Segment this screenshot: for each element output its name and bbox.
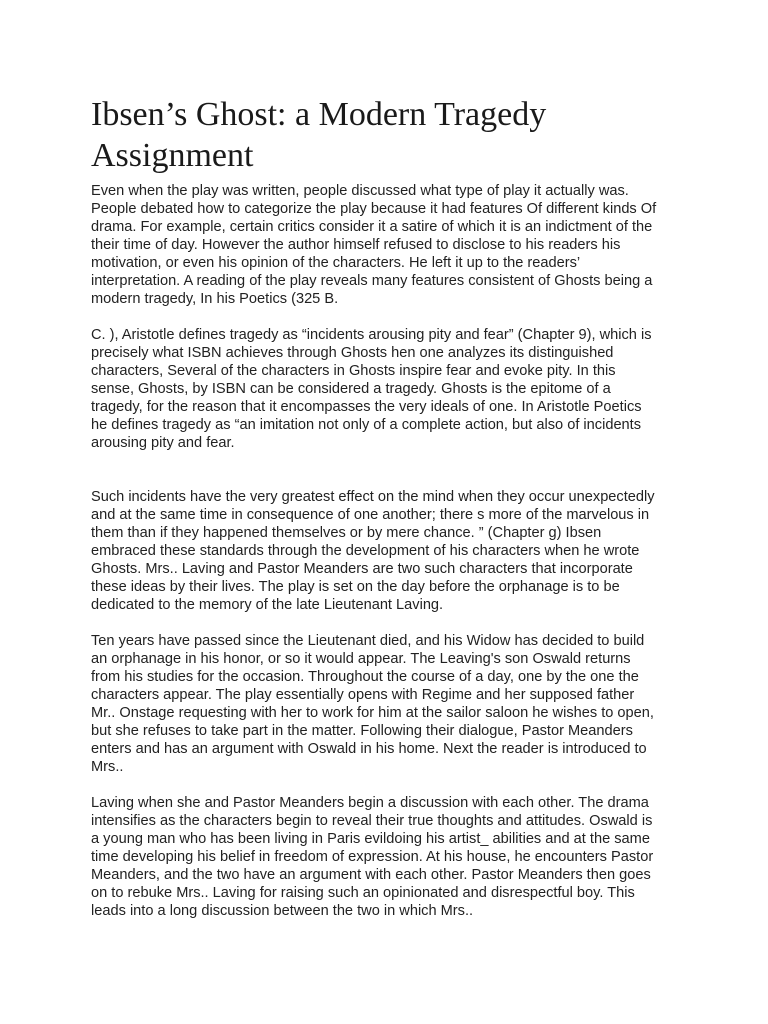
- paragraph-3: Such incidents have the very greatest effect on the mind when they occur unexpectedly and at the same time in consequence of one another; there s more of the marvelous in them than if they happened themselves or by mere chance. ” (Chapter g) Ibsen embraced these standards through the development of his characters when he wrote Ghosts. Mrs.. Laving and Pastor Meanders are two such characters that incorporate these ideas by their lives. The play is set on the day before the orphanage is to be dedicated to the memory of the late Lieutenant Laving.: [91, 489, 655, 613]
- paragraph-5: Laving when she and Pastor Meanders begin a discussion with each other. The drama intensifies as the characters begin to reveal their true thoughts and attitudes. Oswald is a young man who has been living in Paris evildoing his artist_ abilities and at the same time developing his belief in freedom of expression. At his house, he encounters Pastor Meanders, and the two have an argument with each other. Pastor Meanders then goes on to rebuke Mrs.. Laving for raising such an opinionated and disrespectful boy. This leads into a long discussion between the two in which Mrs..: [91, 795, 654, 919]
- document-body: [91, 182, 691, 920]
- paragraph-2: C. ), Aristotle defines tragedy as “incidents arousing pity and fear” (Chapter 9), which is precisely what ISBN achieves through Ghosts hen one analyzes its distinguished characters, Several of the characters in Ghosts inspire fear and evoke pity. In this sense, Ghosts, by ISBN can be considered a tragedy. Ghosts is the epitome of a tragedy, for the reason that it encompasses the very ideals of one. In Aristotle Poetics he defines tragedy as “an imitation not only of a complete action, but also of incidents arousing pity and fear.: [91, 327, 652, 451]
- paragraph-1: Even when the play was written, people discussed what type of play it actually was. People debated how to categorize the play because it had features Of different kinds Of drama. For example, certain critics consider it a satire of which it is an indictment of the their time of day. However the author himself refused to disclose to his readers his motivation, or even his opinion of the characters. He left it up to the readers’ interpretation. A reading of the play reveals many features consistent of Ghosts being a modern tragedy, In his Poetics (325 B.: [91, 183, 657, 307]
- document-title: Ibsen’s Ghost: a Modern Tragedy Assignment: [91, 96, 547, 174]
- paragraph-4: Ten years have passed since the Lieutenant died, and his Widow has decided to build an orphanage in his honor, or so it would appear. The Leaving's son Oswald returns from his studies for the occasion. Throughout the course of a day, one by the one the characters appear. The play essentially opens with Regime and her supposed father Mr.. Onstage requesting with her to work for him at the sailor saloon he wishes to open, but she refuses to take part in the matter. Following their dialogue, Pastor Meanders enters and has an argument with Oswald in his home. Next the reader is introduced to Mrs..: [91, 633, 654, 775]
